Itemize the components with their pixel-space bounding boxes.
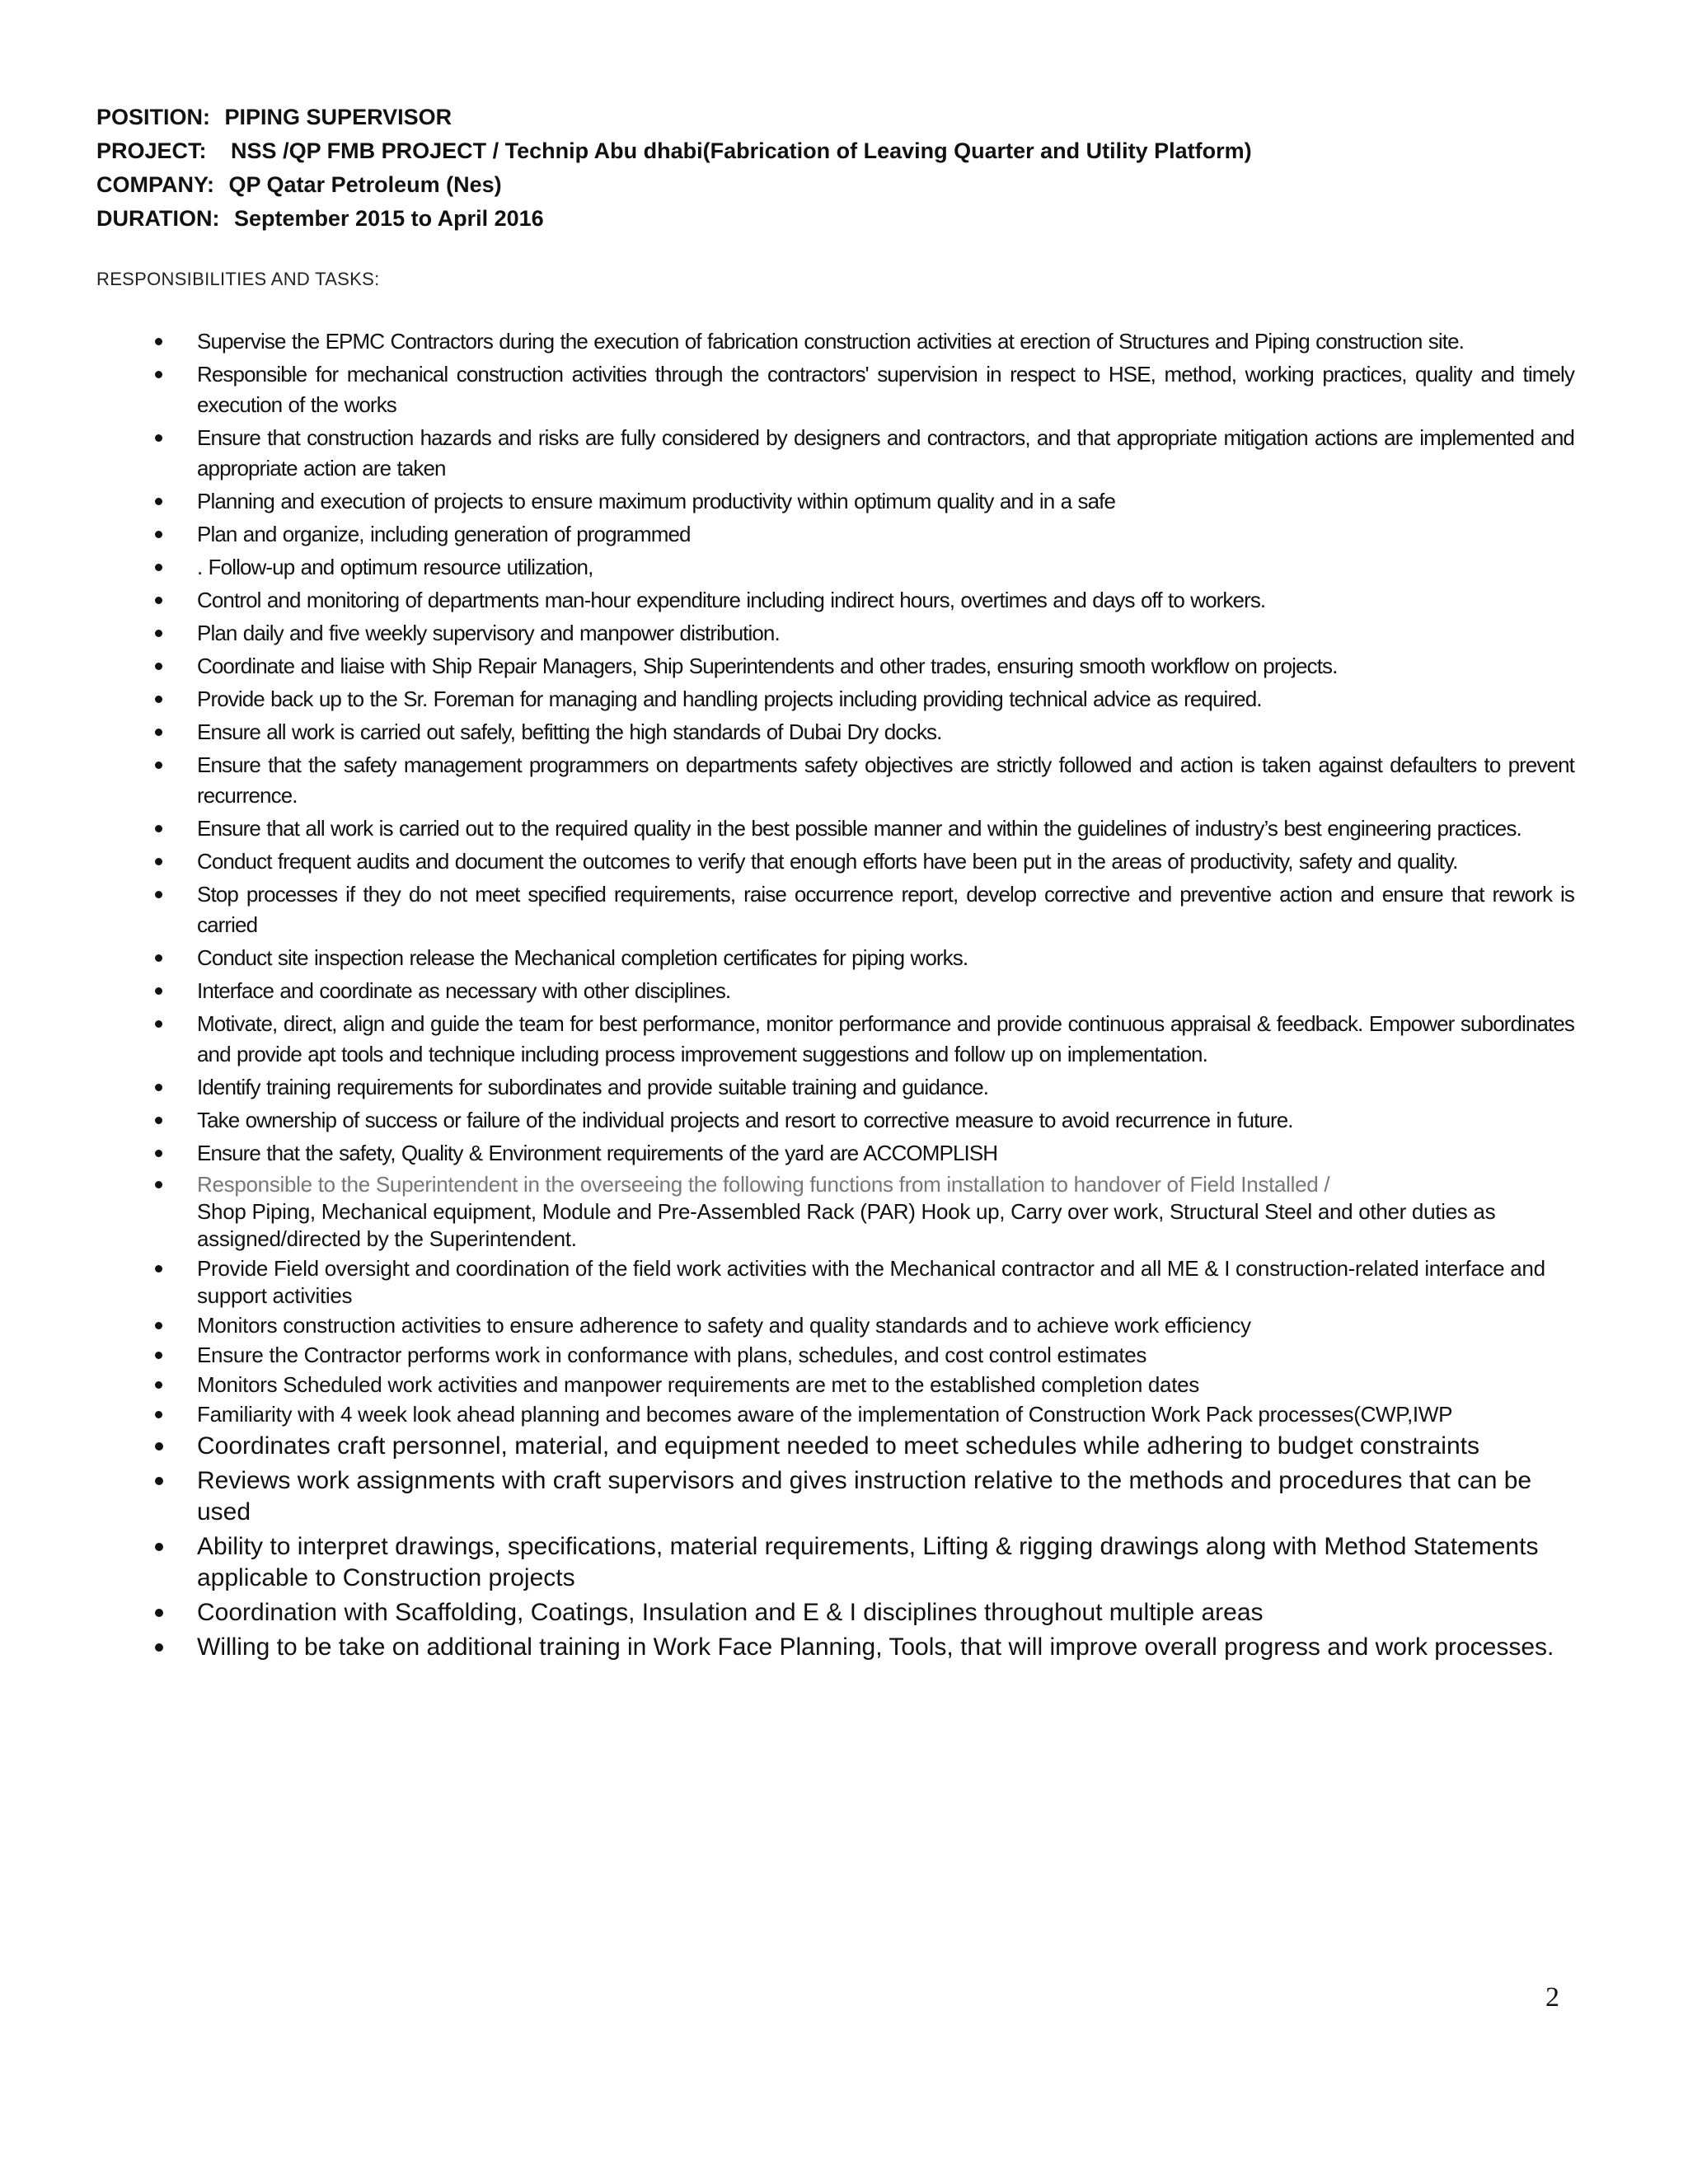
list-item: Motivate, direct, align and guide the team for best performance, monitor performance and provide continuous appraisal & feedback. Empower subordinates and provide apt tools and technique including process improvement suggestions and follow up on implementation.	[144, 1009, 1574, 1070]
company-value: QP Qatar Petroleum (Nes)	[228, 172, 502, 197]
list-item: Ensure all work is carried out safely, befitting the high standards of Dubai Dry docks.	[144, 717, 1574, 748]
bullet-icon	[155, 891, 162, 898]
bullet-icon	[155, 1643, 163, 1652]
job-header	[96, 101, 1580, 236]
list-item: Conduct frequent audits and document the outcomes to verify that enough efforts have been put in the areas of productivity, safety and quality.	[144, 846, 1574, 877]
list-item: Monitors construction activities to ensure adherence to safety and quality standards and to achieve work efficiency	[144, 1312, 1574, 1339]
page-number: 2	[1545, 1982, 1559, 2013]
bullet-icon	[155, 498, 162, 505]
list-item: Plan and organize, including generation of programmed	[144, 519, 1574, 550]
duration-value: September 2015 to April 2016	[234, 206, 544, 231]
list-item: . Follow-up and optimum resource utilization,	[144, 552, 1574, 583]
bullet-icon	[155, 825, 162, 832]
position-row	[96, 101, 1580, 134]
bullet-icon	[155, 858, 162, 865]
company-label: COMPANY:	[96, 172, 214, 197]
bullet-icon	[155, 1442, 163, 1451]
list-item: Conduct site inspection release the Mechanical completion certificates for piping works.	[144, 943, 1574, 973]
project-label: PROJECT:	[96, 138, 207, 163]
bullet-icon	[155, 987, 162, 995]
list-item: Provide Field oversight and coordination of the field work activities with the Mechanical contractor and all ME & I construction-related interface and support activities	[144, 1255, 1574, 1310]
project-value: NSS /QP FMB PROJECT / Technip Abu dhabi(Fabrication of Leaving Quarter and Utility Platform)	[231, 138, 1252, 163]
list-item: Control and monitoring of departments man-hour expenditure including indirect hours, overtimes and days off to workers.	[144, 585, 1574, 616]
list-item: Ensure that the safety management programmers on departments safety objectives are strictly followed and action is taken against defaulters to prevent recurrence.	[144, 750, 1574, 811]
bullet-icon	[155, 371, 162, 378]
duration-row	[96, 202, 1580, 236]
list-item: Planning and execution of projects to ensure maximum productivity within optimum quality and in a safe	[144, 486, 1574, 517]
list-item: Take ownership of success or failure of the individual projects and resort to corrective measure to avoid recurrence in future.	[144, 1105, 1574, 1136]
bullet-icon	[155, 696, 162, 703]
bullet-icon	[155, 1150, 162, 1157]
list-item: Provide back up to the Sr. Foreman for managing and handling projects including providing technical advice as required.	[144, 684, 1574, 715]
bullet-icon	[155, 1609, 163, 1617]
list-item: Ensure the Contractor performs work in conformance with plans, schedules, and cost control estimates	[144, 1342, 1574, 1369]
bullet-icon	[155, 954, 162, 962]
bullet-icon	[155, 1352, 162, 1359]
responsibilities-heading: RESPONSIBILITIES AND TASKS:	[96, 269, 380, 289]
list-item: Reviews work assignments with craft supervisors and gives instruction relative to the methods and procedures that can be used	[144, 1465, 1574, 1528]
bullet-icon	[155, 1322, 162, 1329]
list-item: Responsible for mechanical construction activities through the contractors' supervision in respect to HSE, method, working practices, quality and timely execution of the works	[144, 359, 1574, 420]
bullet-icon	[155, 1084, 162, 1091]
list-item: Ensure that construction hazards and risks are fully considered by designers and contractors, and that appropriate mitigation actions are implemented and appropriate action are taken	[144, 423, 1574, 484]
bullet-icon	[155, 663, 162, 670]
bullet-icon	[155, 762, 162, 769]
list-item: Plan daily and five weekly supervisory and manpower distribution.	[144, 618, 1574, 649]
responsibilities-list	[144, 326, 1574, 1666]
list-item: Coordination with Scaffolding, Coatings, Insulation and E & I disciplines throughout multiple areas	[144, 1597, 1574, 1629]
list-item: Familiarity with 4 week look ahead planning and becomes aware of the implementation of Construction Work Pack processes(CWP,IWP	[144, 1401, 1574, 1428]
position-value: PIPING SUPERVISOR	[224, 105, 452, 129]
bullet-icon	[155, 1381, 162, 1389]
list-item: Interface and coordinate as necessary with other disciplines.	[144, 976, 1574, 1006]
bullet-icon	[155, 729, 162, 736]
duration-label: DURATION:	[96, 206, 220, 231]
company-row	[96, 168, 1580, 202]
list-item: Monitors Scheduled work activities and manpower requirements are met to the established completion dates	[144, 1371, 1574, 1399]
list-item: Responsible to the Superintendent in the overseeing the following functions from installation to handover of Field Installed / Shop Piping, Mechanical equipment, Module and Pre-Assembled Rack (PAR) Hook up, Carry over work, Structural Steel and other duties as assigned/directed by the Superintendent.	[144, 1171, 1574, 1253]
bullet-icon	[155, 1181, 162, 1188]
list-item: Ensure that all work is carried out to the required quality in the best possible manner and within the guidelines of industry’s best engineering practices.	[144, 813, 1574, 844]
bullet-icon	[155, 1020, 162, 1028]
bullet-icon	[155, 1265, 162, 1272]
project-row	[96, 134, 1580, 168]
bullet-icon	[155, 434, 162, 442]
list-item: Coordinate and liaise with Ship Repair Managers, Ship Superintendents and other trades, ensuring smooth workflow on projects.	[144, 651, 1574, 682]
bullet-icon	[155, 564, 162, 571]
list-item: Ability to interpret drawings, specifications, material requirements, Lifting & rigging drawings along with Method Statements applicable to Construction projects	[144, 1531, 1574, 1594]
bullet-icon	[155, 630, 162, 637]
bullet-icon	[155, 1477, 163, 1485]
list-item: Willing to be take on additional training in Work Face Planning, Tools, that will improve overall progress and work processes.	[144, 1632, 1574, 1663]
bullet-icon	[155, 338, 162, 345]
bullet-icon	[155, 531, 162, 538]
position-label: POSITION:	[96, 105, 211, 129]
list-item: Stop processes if they do not meet specified requirements, raise occurrence report, develop corrective and preventive action and ensure that rework is carried	[144, 879, 1574, 940]
bullet-icon	[155, 597, 162, 604]
list-item: Coordinates craft personnel, material, and equipment needed to meet schedules while adhering to budget constraints	[144, 1431, 1574, 1462]
list-item: Identify training requirements for subordinates and provide suitable training and guidance.	[144, 1072, 1574, 1103]
bullet-icon	[155, 1543, 163, 1551]
list-item: Supervise the EPMC Contractors during the execution of fabrication construction activities at erection of Structures and Piping construction site.	[144, 326, 1574, 357]
bullet-icon	[155, 1117, 162, 1124]
list-item: Ensure that the safety, Quality & Environment requirements of the yard are ACCOMPLISH	[144, 1138, 1574, 1169]
bullet-icon	[155, 1411, 162, 1418]
